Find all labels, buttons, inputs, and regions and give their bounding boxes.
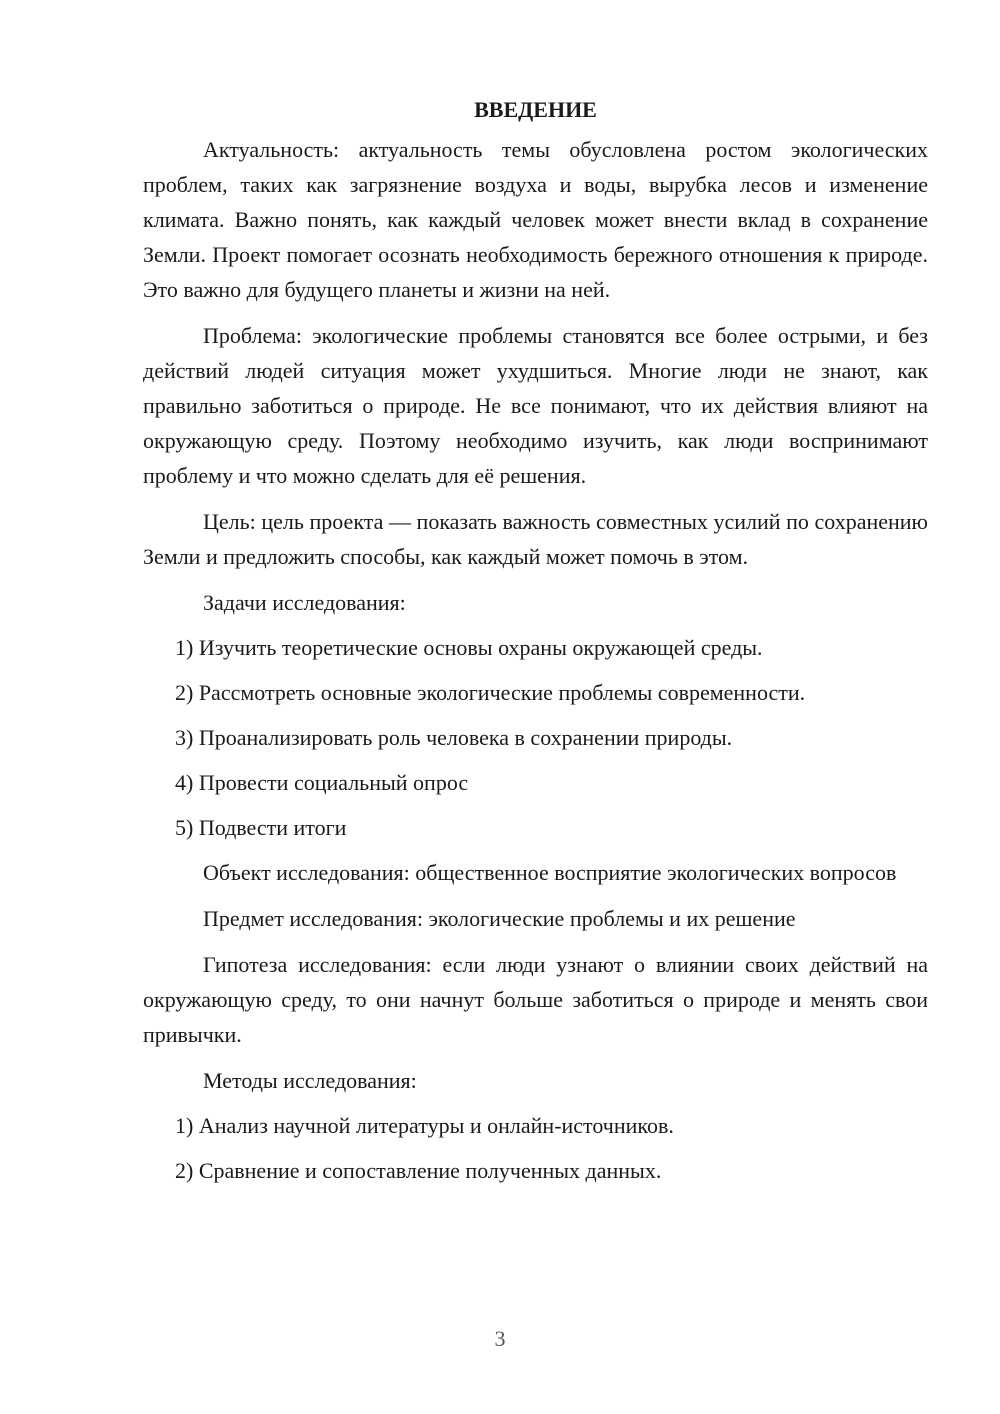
task-item: 4) Провести социальный опрос	[175, 770, 469, 795]
hypothesis-paragraph: Гипотеза исследования: если люди узнают о влиянии своих действий на окружающую среду, то они начнут больше заботиться о природе и менять свои привычки.	[143, 952, 928, 1047]
goal-paragraph: Цель: цель проекта — показать важность совместных усилий по сохранению Земли и предложить способы, как каждый может помочь в этом.	[143, 509, 928, 569]
document-page	[143, 92, 928, 1198]
object-paragraph: Объект исследования: общественное восприятие экологических вопросов	[203, 860, 897, 885]
page-number: 3	[494, 1326, 506, 1351]
task-item: 3) Проанализировать роль человека в сохранении природы.	[175, 725, 733, 750]
method-item: 1) Анализ научной литературы и онлайн-источников.	[175, 1113, 674, 1138]
actuality-paragraph: Актуальность: актуальность темы обусловлена ростом экологических проблем, таких как загрязнение воздуха и воды, вырубка лесов и изменение климата. Важно понять, как каждый человек может внести вклад в сохранение Земли. Проект помогает осознать необходимость бережного отношения к природе. Это важно для будущего планеты и жизни на ней.	[143, 137, 928, 302]
task-item: 2) Рассмотреть основные экологические проблемы современности.	[175, 680, 806, 705]
task-item: 5) Подвести итоги	[175, 815, 347, 840]
subject-paragraph: Предмет исследования: экологические проблемы и их решение	[203, 906, 796, 931]
methods-label: Методы исследования:	[203, 1068, 417, 1093]
task-item: 1) Изучить теоретические основы охраны окружающей среды.	[175, 635, 763, 660]
tasks-label: Задачи исследования:	[203, 590, 406, 615]
methods-list	[143, 1108, 928, 1188]
tasks-list	[143, 630, 928, 845]
method-item: 2) Сравнение и сопоставление полученных данных.	[175, 1158, 662, 1183]
section-heading: ВВЕДЕНИЕ	[474, 97, 597, 122]
problem-paragraph: Проблема: экологические проблемы становятся все более острыми, и без действий людей ситуация может ухудшиться. Многие люди не знают, как правильно заботиться о природе. Не все понимают, что их действия влияют на окружающую среду. Поэтому необходимо изучить, как люди воспринимают проблему и что можно сделать для её решения.	[143, 323, 928, 488]
